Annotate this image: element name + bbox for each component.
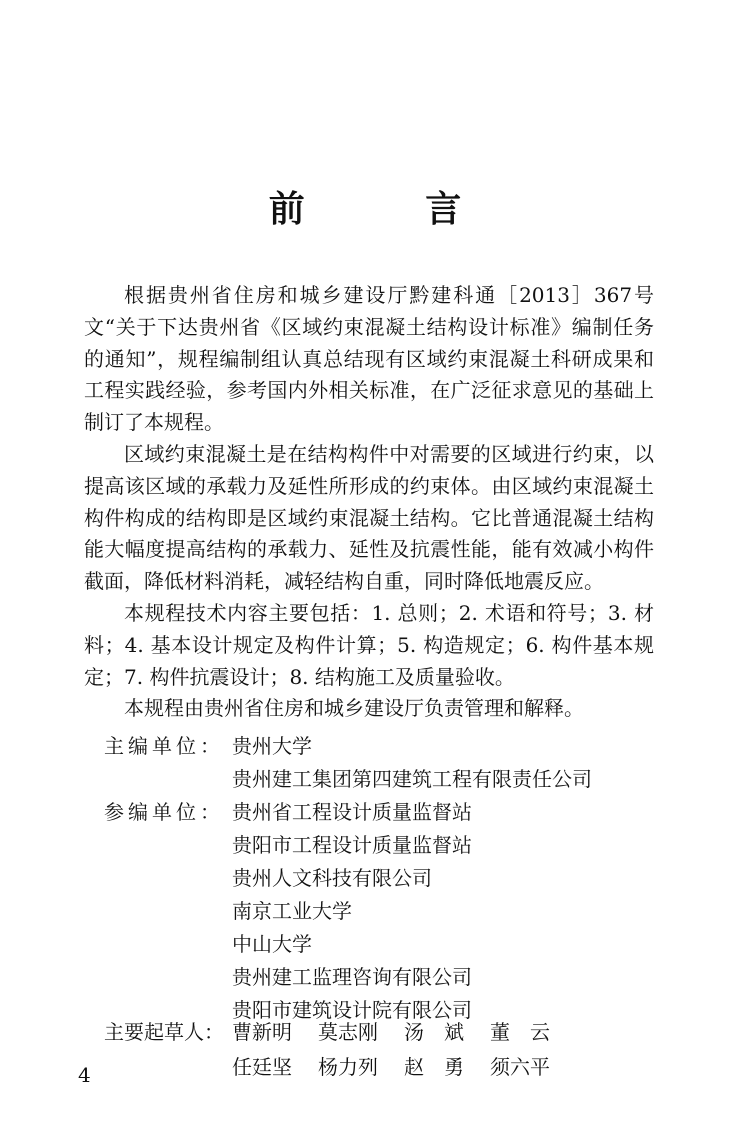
participating-unit-item: 中山大学 — [232, 932, 312, 956]
units-section — [104, 730, 664, 1027]
participating-units-list — [232, 796, 664, 1027]
participating-units-label: 参编单位： — [104, 800, 224, 824]
participating-unit-item: 贵州建工监理咨询有限公司 — [232, 965, 472, 989]
participating-unit-item: 贵州人文科技有限公司 — [232, 866, 432, 890]
drafters-label: 主要起草人： — [104, 1020, 224, 1044]
participating-unit-item: 贵阳市工程设计质量监督站 — [232, 833, 472, 857]
chief-unit-item: 贵州大学 — [232, 734, 312, 758]
drafter-name: 曹新明 — [232, 1020, 292, 1044]
chief-units-row — [104, 730, 664, 796]
page-number: 4 — [78, 1063, 91, 1087]
paragraph-contents: 本规程技术内容主要包括：1. 总则；2. 术语和符号；3. 材料；4. 基本设计规定及构件计算；5. 构造规定；6. 构件基本规定；7. 构件抗震设计；8. 结构施工及质量验收。 — [84, 600, 654, 689]
drafter-name: 杨力列 — [318, 1055, 378, 1079]
participating-unit-item: 贵州省工程设计质量监督站 — [232, 800, 472, 824]
drafter-name: 汤 斌 — [404, 1020, 464, 1044]
paragraph-management: 本规程由贵州省住房和城乡建设厅负责管理和解释。 — [124, 696, 584, 721]
drafter-name: 赵 勇 — [404, 1055, 464, 1079]
drafters-label-spacer — [104, 1050, 232, 1085]
chief-units-list — [232, 730, 664, 796]
drafters-row-2 — [104, 1050, 570, 1085]
paragraph-basis: 根据贵州省住房和城乡建设厅黔建科通［2013］367号文“关于下达贵州省《区域约束混凝土结构设计标准》编制任务的通知”，规程编制组认真总结现有区域约束混凝土科研成果和工程实践经验，参考国内外相关标准，在广泛征求意见的基础上制订了本规程。 — [84, 283, 654, 435]
participating-unit-item: 南京工业大学 — [232, 899, 352, 923]
chief-units-label: 主编单位： — [104, 734, 224, 758]
drafters-row-1 — [104, 1015, 570, 1050]
preface-body — [84, 280, 654, 725]
paragraph-definition: 区域约束混凝土是在结构构件中对需要的区域进行约束，以提高该区域的承载力及延性所形成的约束体。由区域约束混凝土构件构成的结构即是区域约束混凝土结构。它比普通混凝土结构能大幅度提高结构的承载力、延性及抗震性能，能有效减小构件截面，降低材料消耗，减轻结构自重，同时降低地震反应。 — [84, 441, 654, 594]
drafter-name: 董 云 — [490, 1020, 550, 1044]
drafter-name: 莫志刚 — [318, 1020, 378, 1044]
participating-units-row — [104, 796, 664, 1027]
drafter-name: 须六平 — [490, 1055, 550, 1079]
drafter-name: 任廷坚 — [232, 1055, 292, 1079]
drafters-section — [104, 1015, 570, 1085]
page-title: 前 言 — [268, 189, 516, 230]
participating-unit-item: 贵阳市建筑设计院有限公司 — [232, 998, 472, 1022]
chief-unit-item: 贵州建工集团第四建筑工程有限责任公司 — [232, 767, 592, 791]
